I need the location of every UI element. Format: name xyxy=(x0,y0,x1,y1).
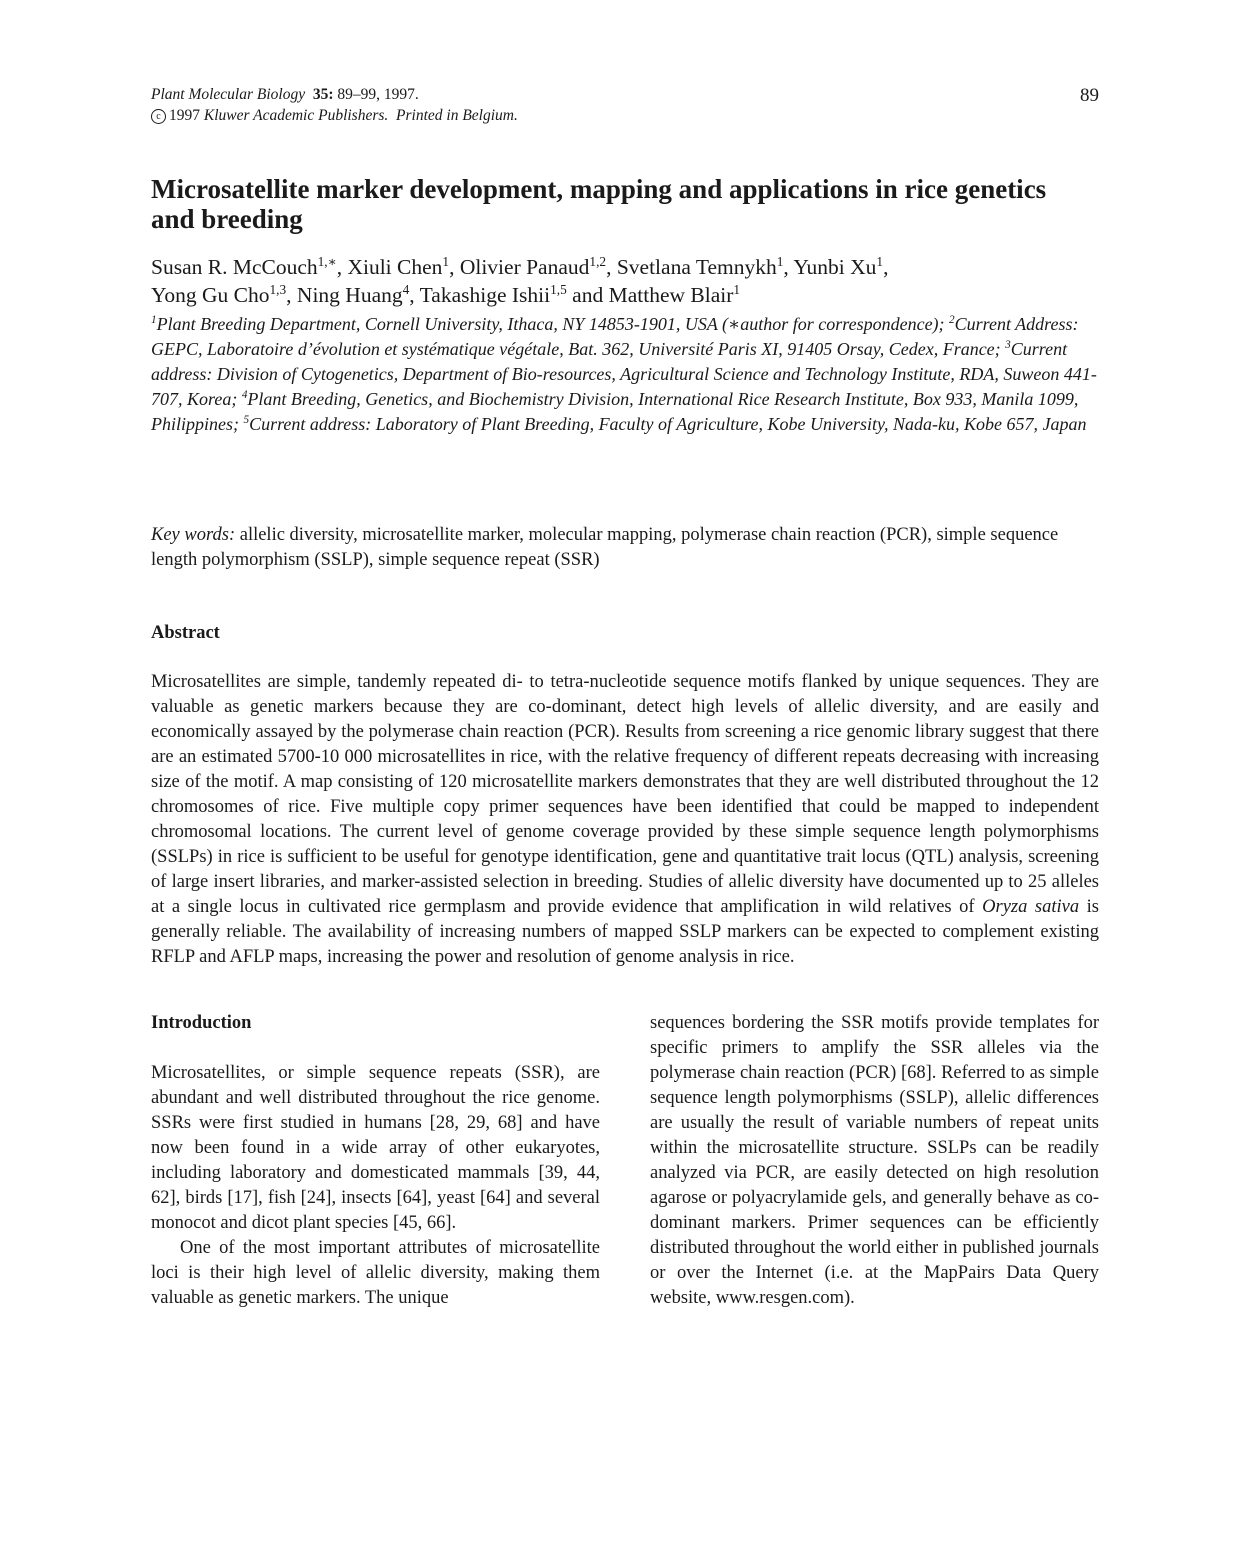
abstract-body: Microsatellites are simple, tandemly repeated di- to tetra-nucleotide sequence motifs flanked by unique sequences. They are valuable as genetic markers because they are co-dominant, detect high levels of allelic diversity, and are easily and economically assayed by the polymerase chain reaction (PCR). Results from screening a rice genomic library suggest that there are an estimated 5700-10 000 microsatellites in rice, with the relative frequency of different repeats decreasing with increasing size of the motif. A map consisting of 120 microsatellite markers demonstrates that they are well distributed throughout the 12 chromosomes of rice. Five multiple copy primer sequences have been identified that could be mapped to independent chromosomal locations. The current level of genome coverage provided by these simple sequence length polymorphisms (SSLPs) in rice is sufficient to be useful for genotype identification, gene and quantitative trait locus (QTL) analysis, screening of large insert libraries, and marker-assisted selection in breeding. Studies of allelic diversity have documented up to 25 alleles at a single locus in cultivated rice germplasm and provide evidence that amplification in wild relatives of Oryza sativa is generally reliable. The availability of increasing numbers of mapped SSLP markers can be expected to complement existing RFLP and AFLP maps, increasing the power and resolution of genome analysis in rice. xyxy=(151,672,1100,967)
intro-paragraph: One of the most important attributes of microsatellite loci is their high level of allelic diversity, making them valuable as genetic markers. The unique xyxy=(151,1238,600,1308)
affiliation: $^4$Plant Breeding, Genetics, and Biochemistry Division, International Rice Research Institute, Box 933, Manila 1099, Philippines; xyxy=(151,389,1079,434)
intro-paragraph: Microsatellites, or simple sequence repeats (SSR), are abundant and well distributed throughout the rice genome. SSRs were first studied in humans [28, 29, 68] and have now been found in a wide array of other eukaryotes, including laboratory and domesticated mammals [39, 44, 62], birds [17], fish [24], insects [64], yeast [64] and several monocot and dicot plant species [45, 66]. xyxy=(151,1063,600,1233)
paper-page xyxy=(151,84,1099,1311)
author: Susan R. McCouch$^{1,∗}$ xyxy=(151,253,337,279)
copyright-year: 1997 xyxy=(169,107,200,124)
author: Yong Gu Cho$^{1,3}$ xyxy=(151,281,287,307)
page-number: 89 xyxy=(1080,85,1099,106)
right-column xyxy=(650,1011,1099,1311)
paper-title: Microsatellite marker development, mapping and applications in rice genetics and breeding xyxy=(151,174,1047,234)
intro-paragraph-continued: sequences bordering the SSR motifs provide templates for specific primers to amplify the SSR alleles via the polymerase chain reaction (PCR) [68]. Referred to as simple sequence length polymorphisms (SSLP), allelic differences are usually the result of variable numbers of repeat units within the microsatellite structure. SSLPs can be readily analyzed via PCR, are easily detected on high resolution agarose or polyacrylamide gels, and generally behave as co- dominant markers. Primer sequences can be efficiently distributed throughout the world either in published journals or over the Internet (i.e. at the MapPairs Data Query website, www.resgen.com). xyxy=(650,1013,1099,1308)
running-header xyxy=(151,84,1099,128)
author: Xiuli Chen$^1$ xyxy=(347,253,450,279)
affiliation: $^3$Current address: Division of Cytogenetics, Department of Bio-resources, Agricultural Science and Technology Institute, RDA, Suweon 441-707, Korea; xyxy=(151,339,1097,409)
printed-location: Printed in Belgium. xyxy=(396,107,518,124)
author: Takashige Ishii$^{1,5}$ xyxy=(419,281,567,307)
journal-volume: 35: xyxy=(312,86,334,103)
journal-pages: 89–99, 1997. xyxy=(337,86,419,103)
author: Yunbi Xu$^1$ xyxy=(793,253,884,279)
author: Matthew Blair$^1$ xyxy=(608,281,741,307)
copyright-line xyxy=(151,105,1099,126)
publisher-name: Kluwer Academic Publishers. xyxy=(203,107,389,124)
species-name: Oryza sativa xyxy=(982,897,1080,917)
left-column xyxy=(151,1011,600,1311)
keywords xyxy=(151,523,1099,573)
author: Olivier Panaud$^{1,2}$ xyxy=(459,253,607,279)
body-columns xyxy=(151,1011,1099,1311)
affiliation: $^2$Current Address: GEPC, Laboratoire d’évolution et systématique végétale, Bat. 362, Université Paris XI, 91405 Orsay, Cedex, France; xyxy=(151,314,1079,359)
keywords-text: allelic diversity, microsatellite marker, molecular mapping, polymerase chain reaction (PCR), simple sequence length polymorphism (SSLP), simple sequence repeat (SSR) xyxy=(151,525,1059,570)
author: Svetlana Temnykh$^1$ xyxy=(616,253,784,279)
author-list: Susan R. McCouch$^{1,∗}$, Xiuli Chen$^1$, Olivier Panaud$^{1,2}$, Svetlana Temnykh$^1$, Yunbi Xu$^1$, Yong Gu Cho$^{1,3}$, Ning Huang$^4$, Takashige Ishii$^{1,5}$ and Matthew Blair$^1$ xyxy=(151,253,889,307)
journal-citation xyxy=(151,84,1099,105)
abstract-heading: Abstract xyxy=(151,623,220,643)
affiliations xyxy=(151,312,1099,437)
affiliation: $^5$Current address: Laboratory of Plant Breeding, Faculty of Agriculture, Kobe University, Nada-ku, Kobe 657, Japan xyxy=(243,414,1087,434)
author: Ning Huang$^4$ xyxy=(296,281,410,307)
affiliation: $^1$Plant Breeding Department, Cornell University, Ithaca, NY 14853-1901, USA (∗author for correspondence); xyxy=(151,314,945,334)
introduction-heading: Introduction xyxy=(151,1013,252,1033)
copyright-icon: c xyxy=(151,109,166,124)
journal-name: Plant Molecular Biology xyxy=(151,86,306,103)
keywords-label: Key words: xyxy=(151,525,236,545)
